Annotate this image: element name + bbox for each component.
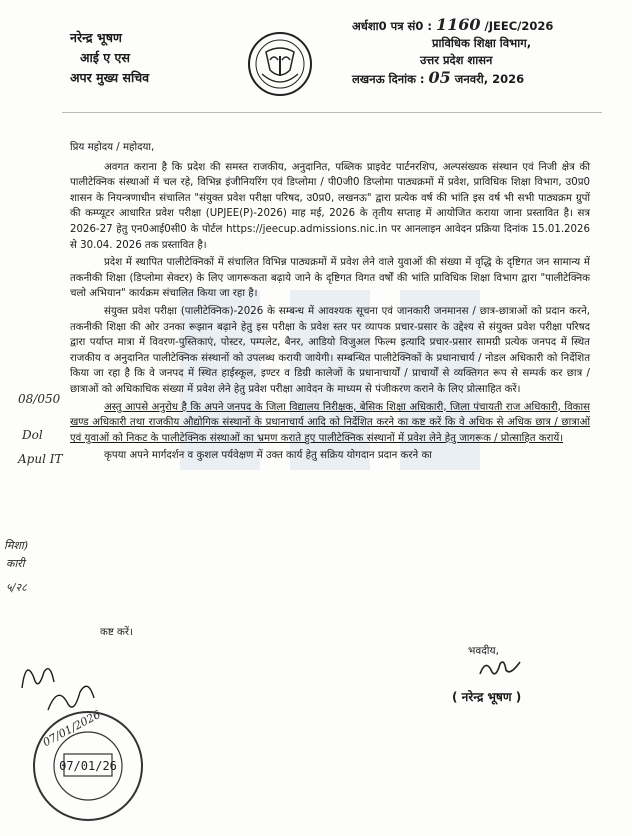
header-divider	[62, 112, 602, 113]
sender-designation: अपर मुख्य सचिव	[70, 70, 150, 85]
closing-salutation: भवदीय,	[468, 645, 499, 657]
paragraph-1-text: अवगत कराना है कि प्रदेश की समस्त राजकीय, अनुदानित, पब्लिक प्राइवेट पार्टनरशिप, अल्पसंख्यक संस्थान एवं निजी क्षेत्र की पालीटेक्निक संस्थाओं में चल रहे, विभिन्न इंजीनियरिंग एवं डिप्लोमा / पी0जी0 डिप्लोमा पाठ्यक्रमों में प्रवेश, प्राविधिक शिक्षा विभाग, उ0प्र0 शासन के नियन्त्रणाधीन संचालित "संयुक्त प्रवेश परीक्षा परिषद, उ0प्र0, लखनऊ" द्वारा प्रत्येक वर्ष की भांति इस वर्ष भी सभी पाठ्यक्रम ग्रुपों की कम्प्यूटर आधारित प्रवेश परीक्षा (UPJEE(P)-2026) माह मई, 2026 के तृतीय सप्ताह में आयोजित कराया जाना प्रस्तावित है। सत्र 2026-27 हेतु एन0आई0सी0 के पोर्टल	[70, 161, 590, 235]
reference-block	[352, 16, 553, 88]
office-stamp	[28, 706, 148, 826]
sender-service: आई ए एस	[80, 50, 130, 65]
signatory-name: ( नरेन्द्र भूषण )	[452, 690, 522, 704]
letter-body	[70, 140, 590, 466]
paragraph-1-end: पर आनलाइन आवेदन प्रक्रिया दिनांक 15.01.2026 से 30.04. 2026 तक प्रस्तावित है।	[70, 223, 590, 251]
sender-name: नरेन्द्र भूषण	[70, 30, 122, 45]
letter-number	[352, 16, 553, 35]
up-government-emblem	[246, 30, 314, 98]
paragraph-5: कृपया अपने मार्गदर्शन व कुशल पर्यवेक्षण में उक्त कार्य हेतु सक्रिय योगदान प्रदान करने का	[104, 450, 432, 462]
handwritten-date: 07/01/2026	[40, 707, 103, 750]
date-rest: जनवरी, 2026	[454, 72, 525, 86]
date-day: 05	[428, 68, 451, 87]
margin-note-2: Dol	[22, 428, 43, 442]
letter-number-value: 1160	[435, 15, 481, 34]
margin-note-1: 08/050	[18, 392, 61, 406]
paragraph-1	[70, 160, 590, 254]
department: प्राविधिक शिक्षा विभाग,	[432, 36, 532, 50]
paragraph-2: प्रदेश में स्थापित पालीटेक्निकों में संचालित विभिन्न पाठ्यक्रमों में प्रवेश लेने वाले युवाओं की संख्या में वृद्धि के दृष्टिगत जन सामान्य में तकनीकी शिक्षा (डिप्लोमा सेक्टर) के लिए जागरूकता बढ़ाये जाने के दृष्टिगत विगत वर्षों की भांति प्राविधिक शिक्षा विभाग द्वारा "पालीटेक्निक चलो अभियान" कार्यक्रम संचालित किया जा रहा है।	[70, 257, 590, 300]
place-date	[352, 69, 553, 88]
signature	[476, 656, 524, 680]
sender-block	[70, 28, 149, 88]
portal-link[interactable]: https://jeecup.admissions.nic.in	[226, 223, 388, 235]
paragraph-4: अस्तु आपसे अनुरोध है कि अपने जनपद के जिला विद्यालय निरीक्षक, बेसिक शिक्षा अधिकारी, जिला पंचायती राज अधिकारी, विकास खण्ड अधिकारी तथा राजकीय औद्योगिक संस्थानों के प्रधानाचार्य आदि को निर्देशित करने का कष्ट करें कि वे अधिक से अधिक छात्र / छात्राओं एवं युवाओं को निकट के पालीटेक्निक संस्थाओं का भ्रमण कराते हुए पालीटेक्निक संस्थानों में प्रवेश लेने हेतु जागरूक / प्रोत्साहित करायें।	[70, 401, 590, 444]
letter-number-suffix: /JEEC/2026	[484, 19, 554, 33]
margin-note-3: Apul IT	[18, 452, 63, 466]
margin-note-6: ५/२८	[6, 581, 27, 594]
place-date-label: लखनऊ दिनांक :	[352, 72, 425, 86]
stamp-date: 07/01/26	[59, 759, 117, 773]
paragraph-3: संयुक्त प्रवेश परीक्षा (पालीटेक्निक)-2026 के सम्बन्ध में आवश्यक सूचना एवं जानकारी जनमानस / छात्र-छात्राओं को प्रदान करने, तकनीकी शिक्षा की ओर उनका रूझान बढ़ाने हेतु इस परीक्षा के प्रवेश स्तर पर व्यापक प्रचार-प्रसार के उद्देश्य से संयुक्त प्रवेश परीक्षा परिषद द्वारा पर्याप्त मात्रा में विवरण-पुस्तिकाएं, पोस्टर, पम्पलेट, बैनर, आडियो विजुअल फिल्म इत्यादि प्रचार-प्रसार सामग्री प्रत्येक जनपद में स्थित राजकीय व अनुदानित पालीटेक्निक संस्थानों को उपलब्ध करायी जायेगी। सम्बन्धित पालीटेक्निकों के प्रधानाचार्य / नोडल अधिकारी को निर्देशित किया जा रहा है कि वे जनपद में स्थित हाईस्कूल, इण्टर व डिग्री कालेजों के प्रधानाचार्यों / प्राचार्यों से व्यक्तिगत रूप से सम्पर्क कर छात्र / छात्राओं को अधिकाधिक संख्या में प्रवेश लेने हेतु प्रवेश परीक्षा आवेदन के माध्यम से पंजीकरण कराने के लिए प्रोत्साहित करें।	[70, 305, 590, 395]
margin-note-4: मिशा)	[4, 539, 29, 552]
margin-note-5: कारी	[6, 557, 25, 570]
salutation: प्रिय महोदय / महोदया,	[70, 142, 155, 153]
government: उत्तर प्रदेश शासन	[420, 53, 493, 67]
closing-line: कष्ट करें।	[100, 627, 133, 638]
letter-number-label: अर्धशा0 पत्र सं0 :	[352, 19, 432, 33]
